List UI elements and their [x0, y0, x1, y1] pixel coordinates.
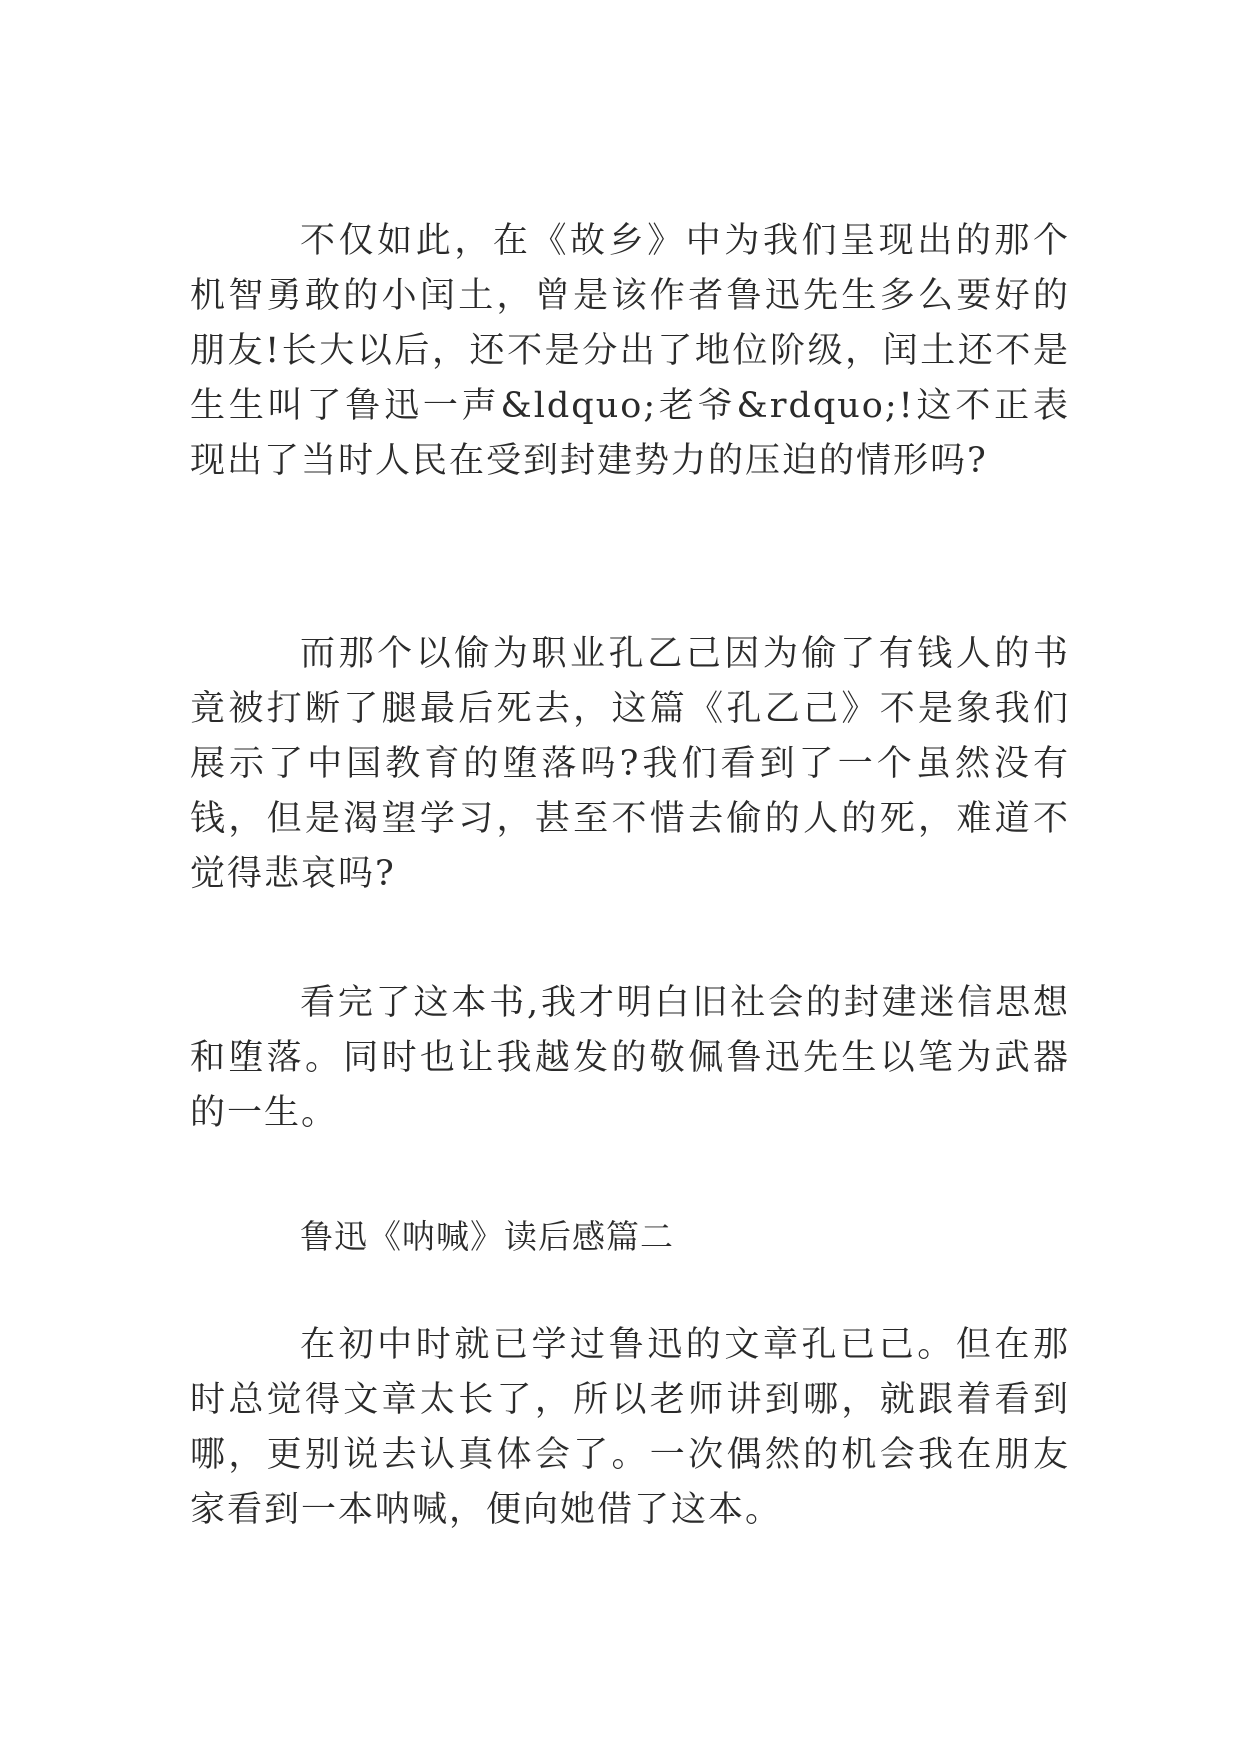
- paragraph-conclusion: 看完了这本书,我才明白旧社会的封建迷信思想和堕落。同时也让我越发的敬佩鲁迅先生以笔为武器的一生。: [190, 983, 1070, 1133]
- paragraph-runtu: 不仅如此，在《故乡》中为我们呈现出的那个机智勇敢的小闰土，曾是该作者鲁迅先生多么要好的朋友!长大以后，还不是分出了地位阶级，闰土还不是生生叫了鲁迅一声&ldquo;老爷&rdquo;!这不正表现出了当时人民在受到封建势力的压迫的情形吗?: [190, 221, 1070, 481]
- paragraph-section-two-intro: 在初中时就已学过鲁迅的文章孔已己。但在那时总觉得文章太长了，所以老师讲到哪，就跟着看到哪，更别说去认真体会了。一次偶然的机会我在朋友家看到一本呐喊，便向她借了这本。: [190, 1325, 1070, 1530]
- paragraph-kongyiji: 而那个以偷为职业孔乙己因为偷了有钱人的书竟被打断了腿最后死去，这篇《孔乙己》不是象我们展示了中国教育的堕落吗?我们看到了一个虽然没有钱，但是渴望学习，甚至不惜去偷的人的死，难道不觉得悲哀吗?: [190, 634, 1070, 894]
- section-heading: 鲁迅《呐喊》读后感篇二: [300, 1217, 674, 1256]
